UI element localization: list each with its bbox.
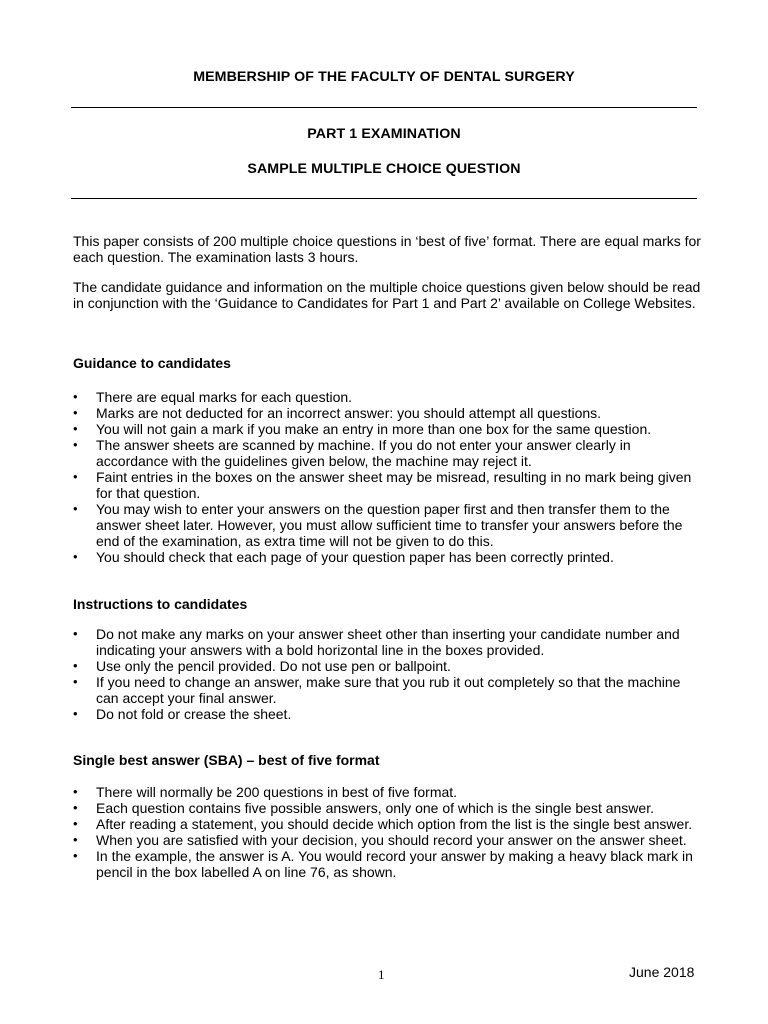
intro-paragraph-2: The candidate guidance and information on the multiple choice questions given below should be read in conjunction with the ‘Guidance to Candidates for Part 1 and Part 2’ available on College Websites.: [73, 279, 701, 311]
list-item: • After reading a statement, you should decide which option from the list is the single best answer.: [73, 816, 703, 832]
list-item: • You will not gain a mark if you make an entry in more than one box for the same question.: [73, 421, 703, 437]
list-item: • You may wish to enter your answers on the question paper first and then transfer them to the answer sheet later. However, you must allow sufficient time to transfer your answers before the end of the examination, as extra time will not be given to do this.: [73, 501, 703, 549]
list-item: • Use only the pencil provided. Do not use pen or ballpoint.: [73, 658, 703, 674]
document-title: MEMBERSHIP OF THE FACULTY OF DENTAL SURGERY: [193, 69, 575, 85]
exam-part-title: PART 1 EXAMINATION: [307, 126, 461, 142]
guidance-list: [73, 389, 703, 565]
list-item: • In the example, the answer is A. You would record your answer by making a heavy black mark in pencil in the box labelled A on line 76, as shown.: [73, 848, 703, 880]
intro-paragraph-1: This paper consists of 200 multiple choice questions in ‘best of five’ format. There are equal marks for each question. The examination lasts 3 hours.: [73, 233, 701, 265]
sba-list: [73, 784, 703, 880]
list-item: • Each question contains five possible answers, only one of which is the single best answer.: [73, 800, 703, 816]
sample-question-title: SAMPLE MULTIPLE CHOICE QUESTION: [247, 161, 521, 177]
instructions-list: [73, 626, 703, 722]
header-bottom-rule: [71, 198, 697, 199]
instructions-heading: Instructions to candidates: [73, 596, 248, 612]
list-item: • There will normally be 200 questions in best of five format.: [73, 784, 703, 800]
header-top-rule: [71, 107, 697, 108]
list-item: • If you need to change an answer, make sure that you rub it out completely so that the machine can accept your final answer.: [73, 674, 703, 706]
list-item: • The answer sheets are scanned by machine. If you do not enter your answer clearly in accordance with the guidelines given below, the machine may reject it.: [73, 437, 703, 469]
list-item: • When you are satisfied with your decision, you should record your answer on the answer sheet.: [73, 832, 703, 848]
guidance-heading: Guidance to candidates: [73, 355, 231, 371]
list-item: • Do not make any marks on your answer sheet other than inserting your candidate number and indicating your answers with a bold horizontal line in the boxes provided.: [73, 626, 703, 658]
sba-heading: Single best answer (SBA) – best of five format: [73, 752, 380, 768]
page-number: 1: [378, 967, 385, 982]
list-item: • You should check that each page of your question paper has been correctly printed.: [73, 549, 703, 565]
list-item: • Marks are not deducted for an incorrect answer: you should attempt all questions.: [73, 405, 703, 421]
list-item: • There are equal marks for each question.: [73, 389, 703, 405]
list-item: • Do not fold or crease the sheet.: [73, 706, 703, 722]
footer-date: June 2018: [629, 964, 695, 980]
list-item: • Faint entries in the boxes on the answer sheet may be misread, resulting in no mark being given for that question.: [73, 469, 703, 501]
